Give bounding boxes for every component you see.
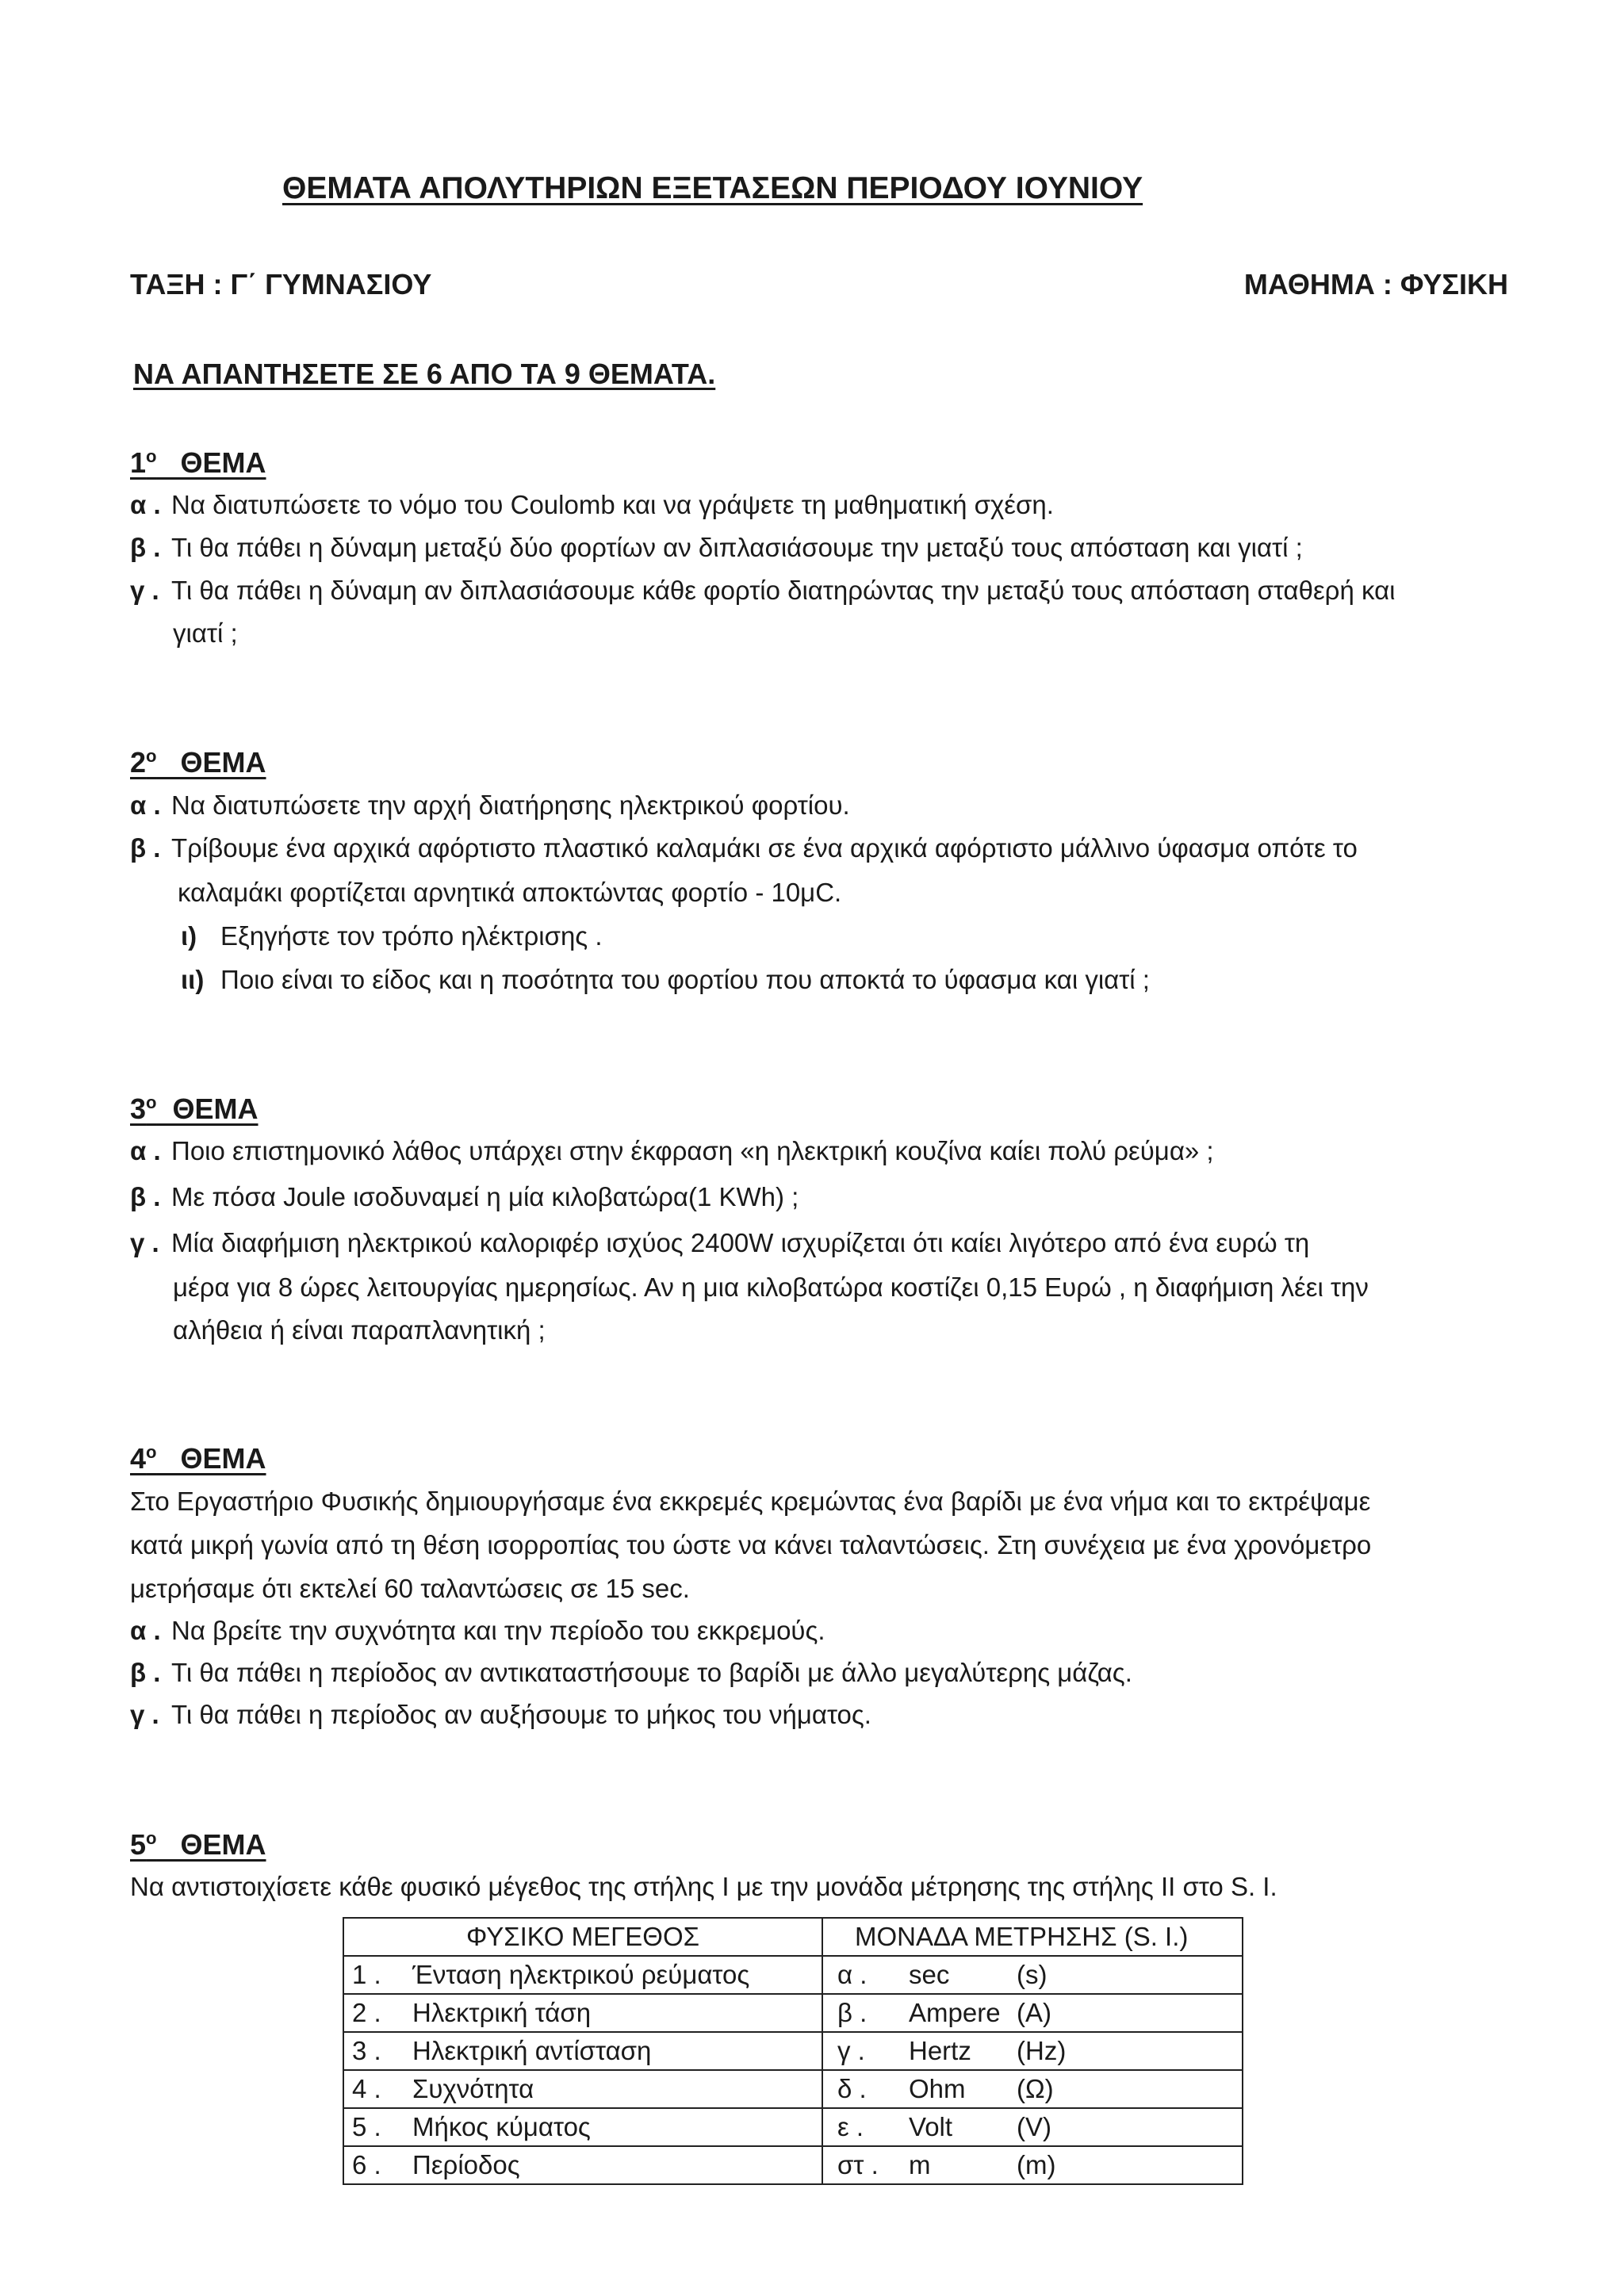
ordinal-superscript: ο <box>146 746 157 766</box>
question-text: Με πόσα Joule ισοδυναμεί η μία κιλοβατώρα(1 KWh) ; <box>171 1182 799 1211</box>
unit-letter: γ . <box>837 2036 865 2066</box>
unit-letter: β . <box>837 1998 868 2028</box>
table-row <box>343 2146 1243 2184</box>
unit-cell <box>822 2032 1243 2070</box>
question-line <box>130 574 1395 607</box>
unit-cell <box>822 2146 1243 2184</box>
subquestion-line <box>181 963 1150 996</box>
unit-name: m <box>909 2150 931 2180</box>
quantity-name: Μήκος κύματος <box>412 2112 591 2142</box>
quantity-cell <box>343 2146 822 2184</box>
question-line <box>130 1656 1132 1689</box>
unit-name: Volt <box>909 2112 953 2142</box>
ordinal-superscript: ο <box>146 1828 157 1848</box>
question-label: γ . <box>130 1700 159 1729</box>
topic-word: ΘΕΜΑ <box>180 746 266 779</box>
question-line <box>130 1614 825 1647</box>
topic-3-heading <box>130 1091 259 1127</box>
topic-number: 1 <box>130 446 147 479</box>
question-text: Τι θα πάθει η δύναμη αν διπλασιάσουμε κάθε φορτίο διατηρώντας την μεταξύ τους απόσταση σταθερή και <box>171 576 1396 605</box>
quantity-name: Περίοδος <box>412 2150 520 2180</box>
question-text: Μία διαφήμιση ηλεκτρικού καλοριφέρ ισχύος 2400W ισχυρίζεται ότι καίει λιγότερο από ένα ευρώ τη <box>171 1228 1310 1257</box>
quantity-cell <box>343 2032 822 2070</box>
question-line <box>130 531 1303 564</box>
row-number: 4 . <box>352 2074 381 2104</box>
table-row <box>343 2108 1243 2146</box>
intro-line: μετρήσαμε ότι εκτελεί 60 ταλαντώσεις σε 15 sec. <box>130 1574 690 1603</box>
subquestion-label: ιι) <box>181 965 205 994</box>
ordinal-superscript: ο <box>146 446 157 466</box>
unit-cell <box>822 1994 1243 2032</box>
question-continuation: καλαμάκι φορτίζεται αρνητικά αποκτώντας φορτίο - 10μC. <box>178 878 842 907</box>
question-text: Τρίβουμε ένα αρχικά αφόρτιστο πλαστικό καλαμάκι σε ένα αρχικά αφόρτιστο μάλλινο ύφασμα οπότε το <box>171 833 1358 863</box>
question-text: Να διατυπώσετε την αρχή διατήρησης ηλεκτρικού φορτίου. <box>171 790 850 820</box>
row-number: 6 . <box>352 2150 381 2180</box>
topic-word: ΘΕΜΑ <box>180 1828 266 1861</box>
topic-5-heading <box>130 1827 266 1862</box>
question-text: Ποιο επιστημονικό λάθος υπάρχει στην έκφραση «η ηλεκτρική κουζίνα καίει πολύ ρεύμα» ; <box>171 1136 1214 1165</box>
intro-line: κατά μικρή γωνία από τη θέση ισορροπίας του ώστε να κάνει ταλαντώσεις. Στη συνέχεια με ένα χρονόμετρο <box>130 1530 1372 1559</box>
unit-symbol: (V) <box>1017 2112 1051 2142</box>
unit-name: Ohm <box>909 2074 966 2104</box>
topic-word: ΘΕΜΑ <box>180 1442 266 1475</box>
unit-symbol: (A) <box>1017 1998 1051 2028</box>
question-continuation: μέρα για 8 ώρες λειτουργίας ημερησίως. Αν η μια κιλοβατώρα κοστίζει 0,15 Ευρώ , η διαφήμιση λέει την <box>173 1272 1369 1302</box>
question-label: α . <box>130 490 161 519</box>
column-header-unit: ΜΟΝΑΔΑ ΜΕΤΡΗΣΗΣ (S. I.) <box>822 1918 1243 1956</box>
unit-symbol: (Ω) <box>1017 2074 1054 2104</box>
question-line <box>130 789 850 821</box>
unit-letter: δ . <box>837 2074 867 2104</box>
topic-4-heading <box>130 1441 266 1476</box>
subquestion-label: ι) <box>181 921 197 951</box>
unit-letter: α . <box>837 1960 868 1990</box>
question-label: β . <box>130 1182 161 1211</box>
question-text: Να διατυπώσετε το νόμο του Coulomb και να γράψετε τη μαθηματική σχέση. <box>171 490 1054 519</box>
topic-number: 2 <box>130 746 147 779</box>
topic-number: 5 <box>130 1828 147 1861</box>
question-label: γ . <box>130 1228 159 1257</box>
subquestion-line <box>181 920 603 952</box>
unit-symbol: (Hz) <box>1017 2036 1067 2066</box>
subquestion-text: Ποιο είναι το είδος και η ποσότητα του φορτίου που αποκτά το ύφασμα και γιατί ; <box>220 965 1150 994</box>
subject-label: ΜΑΘΗΜΑ : ΦΥΣΙΚΗ <box>1243 268 1508 300</box>
question-text: Τι θα πάθει η περίοδος αν αυξήσουμε το μήκος του νήματος. <box>171 1700 871 1729</box>
question-label: β . <box>130 1658 161 1687</box>
row-number: 1 . <box>352 1960 381 1990</box>
question-line <box>130 488 1054 521</box>
quantity-name: Συχνότητα <box>412 2074 534 2104</box>
topic-word: ΘΕΜΑ <box>172 1093 259 1125</box>
row-number: 2 . <box>352 1998 381 2028</box>
question-label: β . <box>130 533 161 562</box>
topic-number: 4 <box>130 1442 147 1475</box>
row-number: 5 . <box>352 2112 381 2142</box>
question-continuation: γιατί ; <box>173 618 238 648</box>
unit-symbol: (m) <box>1017 2150 1056 2180</box>
unit-symbol: (s) <box>1017 1960 1048 1990</box>
question-line <box>130 1698 871 1731</box>
question-label: α . <box>130 1136 161 1165</box>
table-row <box>343 2070 1243 2108</box>
question-text: Τι θα πάθει η περίοδος αν αντικαταστήσουμε το βαρίδι με άλλο μεγαλύτερης μάζας. <box>171 1658 1132 1687</box>
question-line <box>130 1181 799 1213</box>
quantity-cell <box>343 1994 822 2032</box>
question-continuation: αλήθεια ή είναι παραπλανητική ; <box>173 1315 546 1345</box>
intro-line: Στο Εργαστήριο Φυσικής δημιουργήσαμε ένα εκκρεμές κρεμώντας ένα βαρίδι με ένα νήμα και το εκτρέψαμε <box>130 1487 1371 1516</box>
topic-number: 3 <box>130 1093 147 1125</box>
unit-letter: ε . <box>837 2112 864 2142</box>
ordinal-superscript: ο <box>146 1442 157 1462</box>
quantity-name: Ηλεκτρική αντίσταση <box>412 2036 652 2066</box>
question-text: Να βρείτε την συχνότητα και την περίοδο του εκκρεμούς. <box>171 1616 825 1645</box>
unit-name: Ampere <box>909 1998 1001 2028</box>
question-label: γ . <box>130 576 159 605</box>
unit-letter: στ . <box>837 2150 879 2180</box>
unit-name: sec <box>909 1960 950 1990</box>
quantity-name: Ένταση ηλεκτρικού ρεύματος <box>412 1960 750 1990</box>
unit-cell <box>822 1956 1243 1994</box>
question-label: α . <box>130 1616 161 1645</box>
table-row <box>343 1956 1243 1994</box>
topic-2-heading <box>130 744 266 780</box>
question-line <box>130 832 1358 864</box>
matching-table <box>343 1917 1243 2185</box>
question-label: α . <box>130 790 161 820</box>
intro-line: Να αντιστοιχίσετε κάθε φυσικό μέγεθος της στήλης Ι με την μονάδα μέτρησης της στήλης ΙΙ στο S. I. <box>130 1872 1277 1901</box>
subquestion-text: Εξηγήστε τον τρόπο ηλέκτρισης . <box>220 921 603 951</box>
question-line <box>130 1135 1214 1167</box>
topic-1-heading <box>130 445 266 480</box>
question-line <box>130 1226 1309 1259</box>
unit-cell <box>822 2108 1243 2146</box>
unit-name: Hertz <box>909 2036 971 2066</box>
quantity-cell <box>343 2070 822 2108</box>
instruction: ΝΑ ΑΠΑΝΤΗΣΕΤΕ ΣΕ 6 ΑΠΟ ΤΑ 9 ΘΕΜΑΤΑ. <box>133 358 716 390</box>
table-header-row <box>343 1918 1243 1956</box>
quantity-cell <box>343 2108 822 2146</box>
question-label: β . <box>130 833 161 863</box>
column-header-quantity: ΦΥΣΙΚΟ ΜΕΓΕΘΟΣ <box>343 1918 822 1956</box>
quantity-name: Ηλεκτρική τάση <box>412 1998 592 2028</box>
question-text: Τι θα πάθει η δύναμη μεταξύ δύο φορτίων αν διπλασιάσουμε την μεταξύ τους απόσταση και γιατί ; <box>171 533 1303 562</box>
table-row <box>343 1994 1243 2032</box>
ordinal-superscript: ο <box>146 1093 157 1112</box>
row-number: 3 . <box>352 2036 381 2066</box>
class-label: ΤΑΞΗ : Γ΄ ΓΥΜΝΑΣΙΟΥ <box>130 268 432 300</box>
unit-cell <box>822 2070 1243 2108</box>
quantity-cell <box>343 1956 822 1994</box>
page-title: ΘΕΜΑΤΑ ΑΠΟΛΥΤΗΡΙΩΝ ΕΞΕΤΑΣΕΩΝ ΠΕΡΙΟΔΟΥ ΙΟΥΝΙΟΥ <box>282 171 1143 205</box>
topic-word: ΘΕΜΑ <box>180 446 266 479</box>
table-row <box>343 2032 1243 2070</box>
